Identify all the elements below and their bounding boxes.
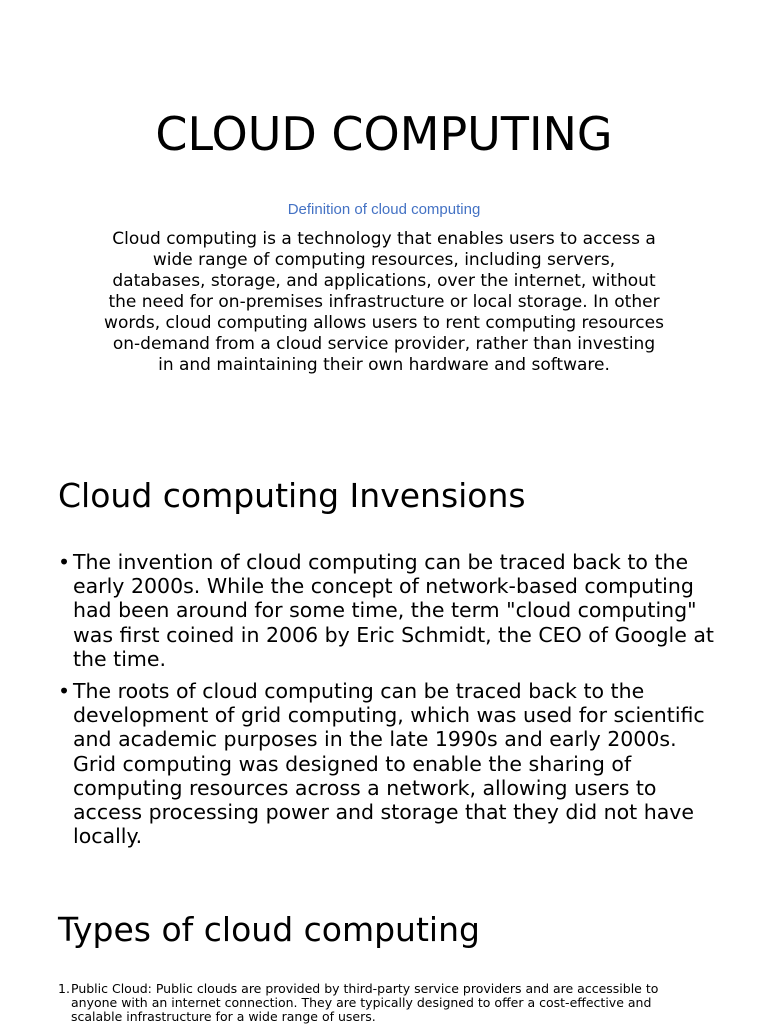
list-item bbox=[58, 982, 698, 1024]
section-title-types: Types of cloud computing bbox=[58, 910, 480, 949]
list-item-text: Public Cloud: Public clouds are provided by third-party service providers and are accessible to anyone with an internet connection. They are typically designed to offer a cost-effective and scalable infrastructure for a wide range of users. bbox=[71, 981, 659, 1024]
types-numbered-list bbox=[58, 982, 698, 1024]
inventions-bullet-list bbox=[58, 550, 718, 856]
slide-title bbox=[0, 0, 768, 430]
bullet-marker: • bbox=[58, 550, 71, 574]
page-title: CLOUD COMPUTING bbox=[155, 107, 613, 161]
bullet-text: The invention of cloud computing can be traced back to the early 2000s. While the concept of network-based computing had been around for some time, the term "cloud computing" was first coined in 2006 by Eric Schmidt, the CEO of Google at the time. bbox=[73, 550, 714, 671]
definition-text: Cloud computing is a technology that enables users to access a wide range of computing resources, including servers, databases, storage, and applications, over the internet, without the need for on-premises infrastructure or local storage. In other words, cloud computing allows users to rent computing resources on-demand from a cloud service provider, rather than investing in and maintaining their own hardware and software. bbox=[104, 229, 664, 375]
slide-types bbox=[0, 870, 768, 1024]
section-title-inventions: Cloud computing Invensions bbox=[58, 476, 526, 515]
bullet-item bbox=[58, 550, 718, 671]
list-number: 1. bbox=[58, 981, 70, 996]
bullet-item bbox=[58, 679, 718, 848]
bullet-text: The roots of cloud computing can be traced back to the development of grid computing, which was used for scientific and academic purposes in the late 1990s and early 2000s. Grid computing was designed to enable the sharing of computing resources across a network, allowing users to access processing power and storage that they did not have locally. bbox=[73, 679, 705, 849]
slide-inventions bbox=[0, 430, 768, 870]
definition-subtitle: Definition of cloud computing bbox=[287, 201, 481, 218]
bullet-marker: • bbox=[58, 679, 71, 704]
